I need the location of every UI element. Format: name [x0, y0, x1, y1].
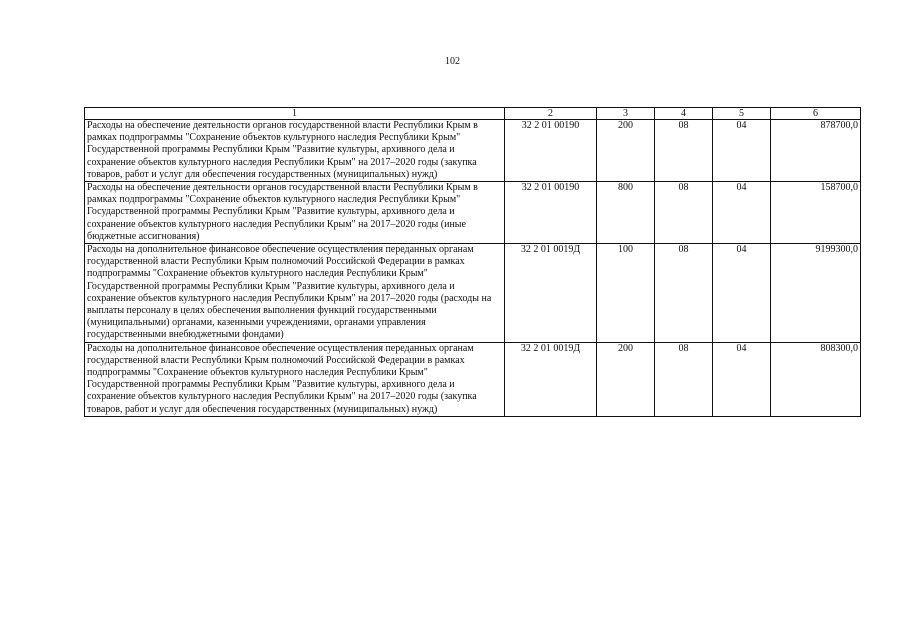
row-subsection: 04 — [713, 120, 771, 182]
row-description: Расходы на дополнительное финансовое обеспечение осуществления переданных органам государственной власти Республики Крым полномочий Российской Федерации в рамках подпрограммы "Сохранение объектов культурного наследия Республики Крым" Государственной программы Республики Крым "Развитие культуры, архивного дела и сохранение объектов культурного наследия Республики Крым" на 2017–2020 годы (расходы на выплаты персоналу в целях обеспечения выполнения функций государственными (муниципальными) органами, казенными учреждениями, органами управления государственными внебюджетными фондами) — [85, 244, 505, 343]
row-target-article: 32 2 01 00190 — [505, 120, 597, 182]
row-target-article: 32 2 01 00190 — [505, 182, 597, 244]
row-amount: 158700,0 — [771, 182, 861, 244]
row-subsection: 04 — [713, 182, 771, 244]
row-expense-type: 800 — [597, 182, 655, 244]
header-cell-3: 3 — [597, 108, 655, 120]
header-cell-5: 5 — [713, 108, 771, 120]
row-target-article: 32 2 01 0019Д — [505, 342, 597, 416]
page-number: 102 — [445, 56, 460, 67]
budget-table — [84, 107, 861, 417]
table-row — [85, 120, 861, 182]
row-subsection: 04 — [713, 342, 771, 416]
table-row — [85, 182, 861, 244]
row-amount: 9199300,0 — [771, 244, 861, 343]
row-section: 08 — [655, 342, 713, 416]
row-expense-type: 100 — [597, 244, 655, 343]
header-cell-2: 2 — [505, 108, 597, 120]
header-cell-4: 4 — [655, 108, 713, 120]
table-row — [85, 244, 861, 343]
row-subsection: 04 — [713, 244, 771, 343]
row-description: Расходы на дополнительное финансовое обеспечение осуществления переданных органам государственной власти Республики Крым полномочий Российской Федерации в рамках подпрограммы "Сохранение объектов культурного наследия Республики Крым" Государственной программы Республики Крым "Развитие культуры, архивного дела и сохранение объектов культурного наследия Республики Крым" на 2017–2020 годы (закупка товаров, работ и услуг для обеспечения государственных (муниципальных) нужд) — [85, 342, 505, 416]
row-amount: 878700,0 — [771, 120, 861, 182]
row-expense-type: 200 — [597, 342, 655, 416]
table-row — [85, 342, 861, 416]
header-row — [85, 108, 861, 120]
header-cell-1: 1 — [85, 108, 505, 120]
header-cell-6: 6 — [771, 108, 861, 120]
row-description: Расходы на обеспечение деятельности органов государственной власти Республики Крым в рамках подпрограммы "Сохранение объектов культурного наследия Республики Крым" Государственной программы Республики Крым "Развитие культуры, архивного дела и сохранение объектов культурного наследия Республики Крым" на 2017–2020 годы (иные бюджетные ассигнования) — [85, 182, 505, 244]
row-expense-type: 200 — [597, 120, 655, 182]
row-target-article: 32 2 01 0019Д — [505, 244, 597, 343]
row-section: 08 — [655, 244, 713, 343]
row-amount: 808300,0 — [771, 342, 861, 416]
row-section: 08 — [655, 182, 713, 244]
row-description: Расходы на обеспечение деятельности органов государственной власти Республики Крым в рамках подпрограммы "Сохранение объектов культурного наследия Республики Крым" Государственной программы Республики Крым "Развитие культуры, архивного дела и сохранение объектов культурного наследия Республики Крым" на 2017–2020 годы (закупка товаров, работ и услуг для обеспечения государственных (муниципальных) нужд) — [85, 120, 505, 182]
row-section: 08 — [655, 120, 713, 182]
